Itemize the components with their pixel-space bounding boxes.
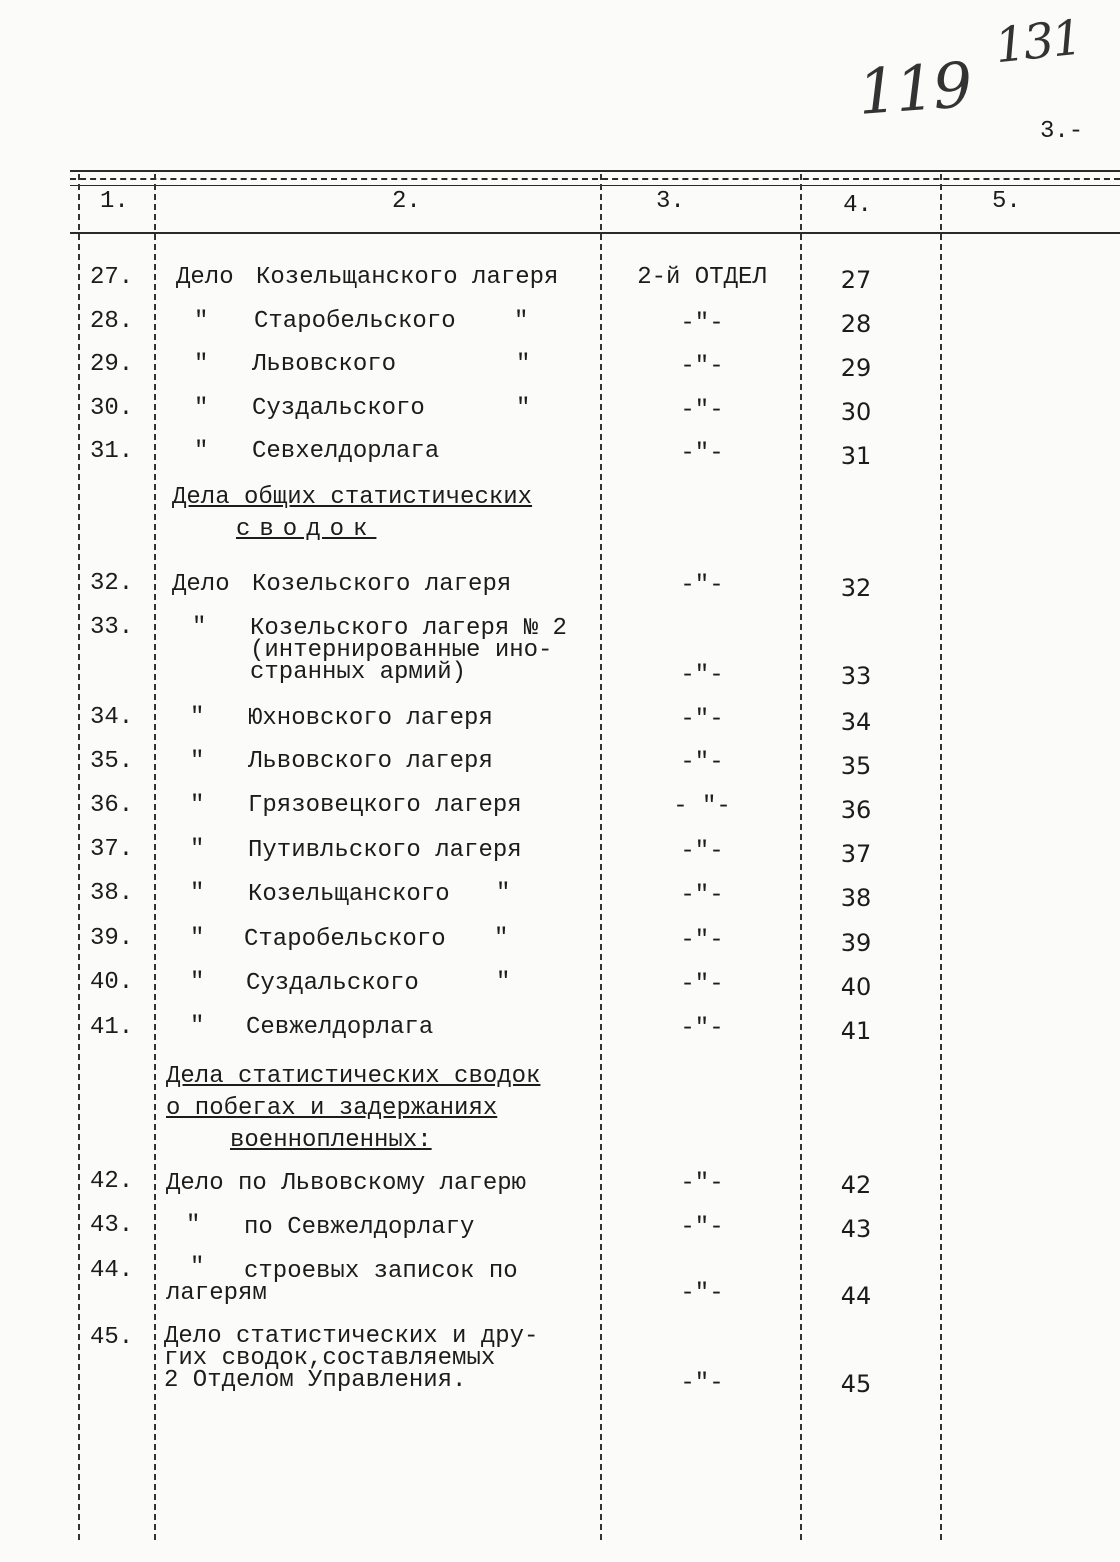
ditto-mark: " xyxy=(190,836,205,863)
row-index: 31 xyxy=(840,442,872,470)
row-index: 30 xyxy=(840,398,872,426)
ditto-mark: " xyxy=(190,704,205,731)
row-index: 34 xyxy=(840,708,872,736)
ditto-mark: " xyxy=(194,395,209,422)
row-department: -"- xyxy=(680,749,724,776)
row-number: 36. xyxy=(90,792,134,819)
row-department: 2-й ОТДЕЛ xyxy=(637,264,767,291)
ditto-mark: " xyxy=(190,969,205,996)
column-line-2 xyxy=(600,174,602,1540)
row-title: Севхелдорлага xyxy=(252,438,440,465)
section-heading: Дела общих статистических xyxy=(172,484,533,511)
ditto-mark: " xyxy=(190,925,205,952)
row-department: -"- xyxy=(680,882,724,909)
row-title: Львовского лагеря xyxy=(248,748,493,775)
archive-number: 131 xyxy=(992,9,1084,75)
table-top-rule-thin xyxy=(70,185,1120,186)
row-index: 35 xyxy=(840,752,872,780)
row-number: 38. xyxy=(90,880,134,907)
row-title: Козельщанского лагеря xyxy=(256,264,559,291)
column-line-1 xyxy=(154,174,156,1540)
row-department: -"- xyxy=(680,397,724,424)
row-number: 40. xyxy=(90,969,134,996)
row-number: 28. xyxy=(90,308,134,335)
row-department: -"- xyxy=(680,1015,724,1042)
row-index: 27 xyxy=(840,266,872,294)
row-prefix: Дело xyxy=(172,571,230,598)
folio-number: 119 xyxy=(855,48,973,129)
ditto-mark: " xyxy=(190,1254,205,1281)
ditto-mark: " xyxy=(494,925,509,952)
row-title: Путивльского лагеря xyxy=(248,837,522,864)
column-line-left xyxy=(78,174,80,1540)
row-index: 44 xyxy=(840,1282,872,1310)
row-number: 29. xyxy=(90,351,134,378)
row-department: -"- xyxy=(680,706,724,733)
row-title: Грязовецкого лагеря xyxy=(248,792,522,819)
ditto-mark: " xyxy=(194,351,209,378)
row-title: по Севжелдорлагу xyxy=(244,1214,475,1241)
row-index: 41 xyxy=(840,1017,872,1045)
row-title: Козельщанского xyxy=(248,881,450,908)
section-heading: о побегах и задержаниях xyxy=(166,1095,498,1122)
section-heading: военнопленных: xyxy=(230,1127,432,1154)
row-number: 44. xyxy=(90,1257,134,1284)
page-marker: 3.- xyxy=(1040,118,1084,145)
row-department: -"- xyxy=(680,838,724,865)
ditto-mark: " xyxy=(514,308,529,335)
row-department: -"- xyxy=(680,310,724,337)
row-department: -"- xyxy=(680,440,724,467)
row-number: 35. xyxy=(90,748,134,775)
row-number: 32. xyxy=(90,570,134,597)
row-department: -"- xyxy=(680,927,724,954)
row-department: -"- xyxy=(680,1214,724,1241)
row-index: 45 xyxy=(840,1370,872,1398)
ditto-mark: " xyxy=(192,614,207,641)
ditto-mark: " xyxy=(496,969,511,996)
row-index: 42 xyxy=(840,1171,872,1199)
row-number: 31. xyxy=(90,438,134,465)
column-line-3 xyxy=(800,174,802,1540)
row-title: Львовского xyxy=(252,351,397,378)
row-index: 36 xyxy=(840,796,872,824)
row-prefix: Дело xyxy=(176,264,234,291)
ditto-mark: " xyxy=(516,351,531,378)
ditto-mark: " xyxy=(190,792,205,819)
ditto-mark: " xyxy=(190,1013,205,1040)
row-number: 30. xyxy=(90,395,134,422)
row-title: Севжелдорлага xyxy=(246,1014,434,1041)
row-number: 39. xyxy=(90,925,134,952)
ditto-mark: " xyxy=(186,1212,201,1239)
row-title: Козельского лагеря № 2 (интернированные ино- странных армий) xyxy=(250,615,567,686)
ditto-mark: " xyxy=(516,395,531,422)
row-title: Старобельского xyxy=(244,926,446,953)
row-number: 42. xyxy=(90,1168,134,1195)
column-line-4 xyxy=(940,174,942,1540)
column-header-3: 3. xyxy=(656,188,685,215)
row-department: -"- xyxy=(680,353,724,380)
ditto-mark: " xyxy=(496,880,511,907)
column-header-2: 2. xyxy=(392,188,421,215)
ditto-mark: " xyxy=(194,308,209,335)
row-number: 43. xyxy=(90,1212,134,1239)
row-index: 38 xyxy=(840,884,872,912)
column-header-1: 1. xyxy=(100,188,129,215)
row-number: 37. xyxy=(90,836,134,863)
row-title: Суздальского xyxy=(252,395,425,422)
row-number: 45. xyxy=(90,1324,134,1351)
table-top-rule-dashed xyxy=(70,178,1120,180)
row-title: Козельского лагеря xyxy=(252,571,512,598)
row-index: 32 xyxy=(840,574,872,602)
row-department: -"- xyxy=(680,662,724,689)
column-header-5: 5. xyxy=(992,188,1021,215)
row-index: 39 xyxy=(840,929,872,957)
ditto-mark: " xyxy=(194,438,209,465)
row-index: 29 xyxy=(840,354,872,382)
section-heading: сводок xyxy=(236,516,377,543)
row-title-continued: лагерям xyxy=(166,1280,267,1307)
section-heading: Дела статистических сводок xyxy=(166,1063,541,1090)
ditto-mark: " xyxy=(190,748,205,775)
row-title: Дело статистических и дру- гих сводок,составляемых 2 Отделом Управления. xyxy=(164,1323,539,1394)
row-department: -"- xyxy=(680,1370,724,1397)
row-title: Суздальского xyxy=(246,970,419,997)
row-index: 40 xyxy=(840,973,872,1001)
row-title: Старобельского xyxy=(254,308,456,335)
row-title: Юхновского лагеря xyxy=(248,705,493,732)
row-department: - "- xyxy=(673,793,731,820)
row-index: 43 xyxy=(840,1215,872,1243)
row-title: Дело по Львовскому лагерю xyxy=(166,1170,527,1197)
row-department: -"- xyxy=(680,1170,724,1197)
header-divider-rule xyxy=(70,232,1120,234)
row-department: -"- xyxy=(680,971,724,998)
row-number: 34. xyxy=(90,704,134,731)
row-number: 27. xyxy=(90,264,134,291)
row-number: 33. xyxy=(90,614,134,641)
row-index: 37 xyxy=(840,840,872,868)
row-number: 41. xyxy=(90,1014,134,1041)
table-top-rule xyxy=(70,170,1120,172)
column-header-4: 4. xyxy=(843,192,872,219)
row-index: 33 xyxy=(840,662,872,690)
ditto-mark: " xyxy=(190,880,205,907)
row-department: -"- xyxy=(680,572,724,599)
row-department: -"- xyxy=(680,1280,724,1307)
row-title: строевых записок по xyxy=(244,1258,518,1285)
row-index: 28 xyxy=(840,310,872,338)
